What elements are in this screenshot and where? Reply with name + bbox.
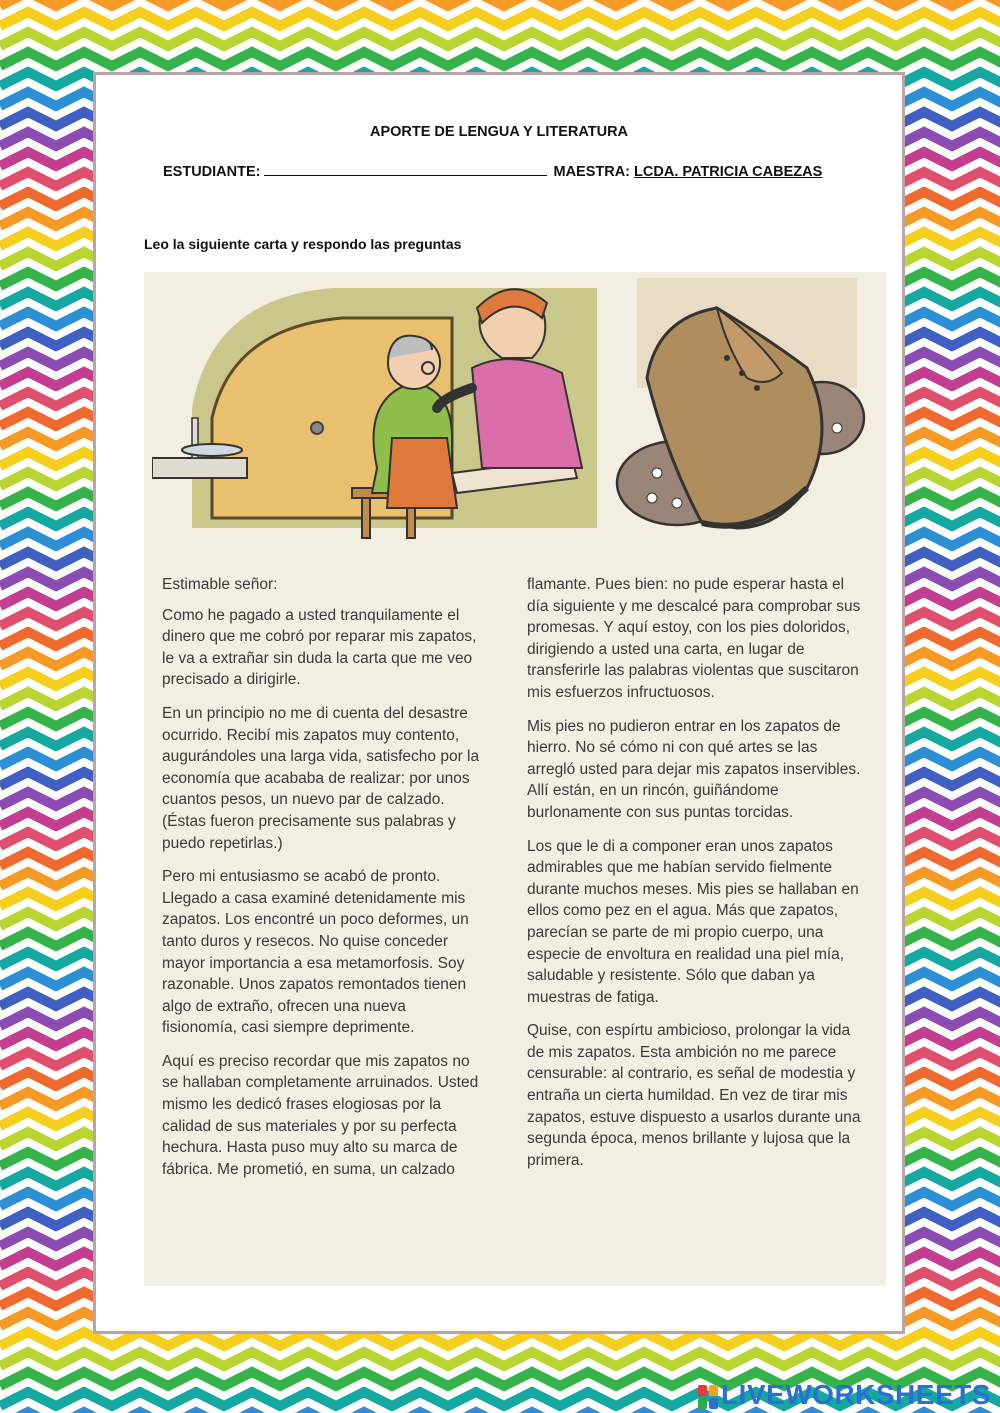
letter-paragraph: Como he pagado a usted tranquilamente el dinero que me cobró por reparar mis zapatos, le va a extrañar sin duda la carta que me veo precisado a dirigirle.: [162, 606, 477, 689]
chevron-stripe: [0, 0, 1000, 6]
student-teacher-line: [163, 161, 822, 180]
letter-paragraph: Quise, con espírtu ambicioso, prolongar la vida de mis zapatos. Esta ambición no me parece censurable: al contrario, es señal de modestia y entraña un cierta humildad. En vez de tirar mis zapatos, estuve dispuesto a usarlos durante una segunda época, menos brillante y lujosa que la primera.: [527, 1022, 861, 1169]
chevron-stripe: [0, 1352, 1000, 1366]
letter-paragraph: En un principio no me di cuenta del desastre ocurrido. Recibí mis zapatos muy contento, augurándoles una larga vida, satisfecho por la economía que acababa de realizar: por unos cuantos pesos, un nuevo par de calzado. (Éstas fueron precisamente sus palabras y puedo repetirlas.): [162, 704, 480, 852]
teacher-label: MAESTRA:: [553, 164, 631, 180]
reading-panel: [144, 272, 886, 1286]
chevron-stripe: [0, 52, 1000, 66]
worksheet-title: APORTE DE LENGUA Y LITERATURA: [369, 124, 629, 140]
letter-right-column: [527, 574, 862, 1183]
letter-paragraph: Mis pies no pudieron entrar en los zapatos de hierro. No sé cómo ni con qué artes se las arregló usted para dejar mis zapatos inservibles. Allí están, en un rincón, guiñándome burlonamente con sus puntas torcidas.: [527, 717, 861, 821]
chevron-stripe: [0, 32, 1000, 46]
liveworksheets-logo-icon: [697, 1384, 719, 1410]
instructions: Leo la siguiente carta y respondo las preguntas: [144, 236, 462, 252]
liveworksheets-watermark: [697, 1379, 991, 1411]
student-label: ESTUDIANTE:: [163, 164, 261, 180]
watermark-text: LIVEWORKSHEETS: [721, 1379, 991, 1410]
letter-left-column: [162, 574, 484, 1192]
chevron-stripe: [0, 12, 1000, 26]
letter-paragraph: Los que le di a componer eran unos zapatos admirables que me habían servido fielmente durante muchos meses. Mis pies se hallaban en ellos como pez en el agua. Más que zapatos, parecían se parte de mi propio cuerpo, una especie de envoltura en realidad una piel mía, saludable y resistente. Sólo que daban ya muestras de fatiga.: [527, 837, 859, 1006]
letter-paragraph: flamante. Pues bien: no pude esperar hasta el día siguiente y me descalcé para comprobar sus promesas. Y aquí estoy, con los pies doloridos, dirigiendo a usted una carta, en lugar de transferirle las palabras violentas que suscitaron mis esfuerzos infructuosos.: [527, 576, 861, 701]
student-name-blank[interactable]: [264, 161, 547, 176]
letter-paragraph: Aquí es preciso recordar que mis zapatos no se hallaban completamente arruinados. Usted mismo les dedicó frases elogiosas por la calidad de sus materiales y por su perfecta hechura. Hasta puso muy alto su marca de fábrica. Me prometió, en suma, un calzado: [162, 1052, 479, 1178]
shoe-illustration: [607, 278, 877, 558]
letter-salutation: Estimable señor:: [162, 576, 278, 593]
teacher-name: LCDA. PATRICIA CABEZAS: [634, 164, 823, 180]
letter-paragraph: Pero mi entusiasmo se acabó de pronto. Llegado a casa examiné detenidamente mis zapatos. Los encontré un poco deformes, un tanto duros y resecos. No quise conceder mayor importancia a esa metamorfosis. Soy razonable. Unos zapatos remontados tienen algo de extraño, ofrecen una nueva fisionomía, casi siempre deprimente.: [162, 868, 469, 1037]
worksheet-frame: [93, 72, 905, 1334]
cobbler-illustration: [152, 278, 597, 558]
chevron-stripe: [0, 1332, 1000, 1346]
